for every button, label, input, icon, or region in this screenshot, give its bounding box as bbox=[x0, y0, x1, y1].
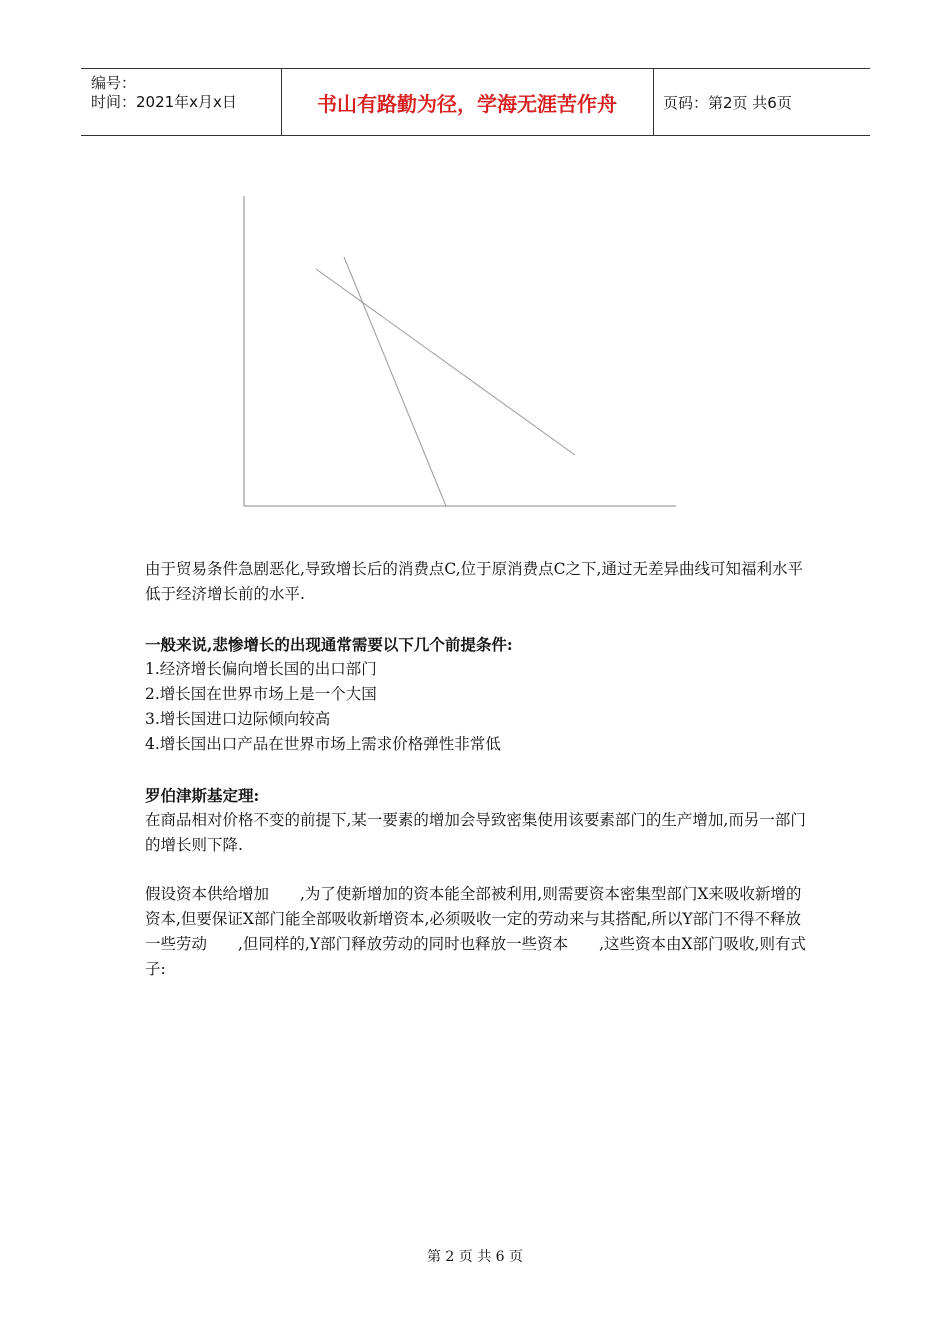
header-page-code: 页码：第2页 共6页 bbox=[663, 93, 792, 112]
header-motto-cell bbox=[281, 69, 654, 135]
condition-item-4: 4.增长国出口产品在世界市场上需求价格弹性非常低 bbox=[145, 735, 501, 753]
header-info-cell bbox=[81, 69, 282, 135]
header-number: 编号： bbox=[91, 74, 137, 92]
condition-item-2: 2.增长国在世界市场上是一个大国 bbox=[145, 685, 377, 703]
diagram-steep-line bbox=[344, 257, 446, 506]
header-page-cell bbox=[653, 69, 870, 135]
header-time: 时间：2021年x月x日 bbox=[91, 93, 237, 111]
theorem-title: 罗伯津斯基定理: bbox=[145, 786, 260, 805]
paragraph-welfare: 由于贸易条件急剧恶化,导致增长后的消费点C,位于原消费点C之下,通过无差异曲线可知福利水平低于经济增长前的水平. bbox=[145, 560, 803, 603]
trade-diagram bbox=[240, 192, 680, 512]
page-footer: 第 2 页 共 6 页 bbox=[426, 1249, 524, 1265]
page-header bbox=[81, 68, 870, 136]
conditions-title: 一般来说,悲惨增长的出现通常需要以下几个前提条件: bbox=[145, 635, 513, 654]
diagram-flat-line bbox=[316, 269, 575, 455]
condition-item-1: 1.经济增长偏向增长国的出口部门 bbox=[145, 660, 377, 678]
theorem-text: 在商品相对价格不变的前提下,某一要素的增加会导致密集使用该要素部门的生产增加,而另一部门的增长则下降. bbox=[145, 811, 806, 854]
condition-item-3: 3.增长国进口边际倾向较高 bbox=[145, 710, 331, 728]
header-motto: 书山有路勤为径，学海无涯苦作舟 bbox=[317, 91, 617, 116]
paragraph-capital: 假设资本供给增加 ,为了使新增加的资本能全部被利用,则需要资本密集型部门X来吸收新增的资本,但要保证X部门能全部吸收新增资本,必须吸收一定的劳动来与其搭配,所以Y部门不得不释放一些劳动 ,但同样的,Y部门释放劳动的同时也释放一些资本 ,这些资本由X部门吸收,则有式子: bbox=[145, 885, 806, 978]
